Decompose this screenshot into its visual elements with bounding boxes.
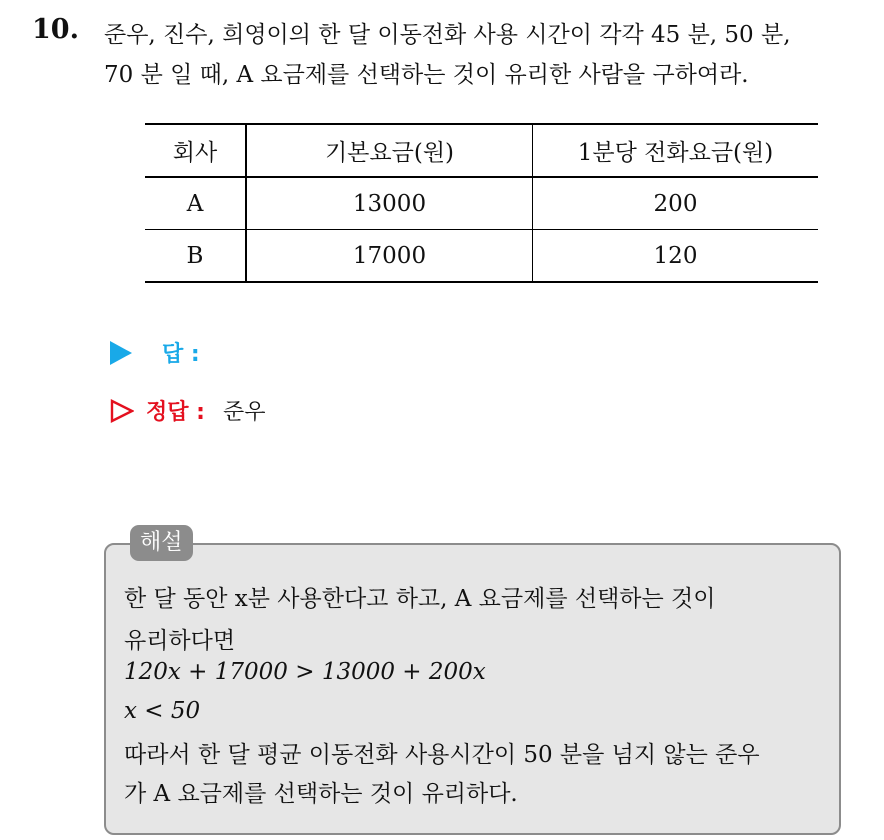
solution-line-1: 한 달 동안 x분 사용한다고 하고, A 요금제를 선택하는 것이	[124, 586, 716, 612]
solution-result: x < 50	[124, 698, 201, 724]
solution-inequality: 120x + 17000 > 13000 + 200x	[124, 659, 486, 685]
cell-company: A	[145, 177, 246, 230]
fee-table	[145, 123, 818, 283]
outline-triangle-icon	[110, 399, 134, 423]
question-text-line-1: 준우, 진수, 희영이의 한 달 이동전화 사용 시간이 각각 45 분, 50 분,	[104, 22, 791, 48]
cell-company: B	[145, 230, 246, 283]
correct-answer-label: 정답 :	[146, 400, 205, 425]
answer-label: 답 :	[162, 342, 200, 367]
correct-answer-value: 준우	[222, 400, 266, 425]
solution-line-6: 가 A 요금제를 선택하는 것이 유리하다.	[124, 781, 518, 807]
header-company: 회사	[145, 124, 246, 177]
question-text-line-2: 70 분 일 때, A 요금제를 선택하는 것이 유리한 사람을 구하여라.	[104, 62, 749, 88]
question-number: 10.	[32, 14, 79, 45]
cell-per-minute-fee: 120	[653, 242, 698, 269]
header-base-fee: 기본요금(원)	[246, 124, 533, 177]
solution-line-5: 따라서 한 달 평균 이동전화 사용시간이 50 분을 넘지 않는 준우	[124, 742, 760, 768]
answer-row	[110, 337, 200, 368]
table-row	[145, 230, 818, 283]
correct-answer-row	[110, 395, 265, 426]
table-header-row	[145, 124, 818, 177]
cell-base-fee: 13000	[246, 177, 533, 230]
cell-per-minute-fee: 200	[653, 190, 698, 217]
solution-tag: 해설	[130, 525, 193, 561]
solution-line-2: 유리하다면	[124, 628, 236, 654]
cell-base-fee: 17000	[246, 230, 533, 283]
table-row	[145, 177, 818, 230]
header-per-minute-fee: 1분당 전화요금(원)	[577, 140, 774, 166]
play-triangle-icon	[110, 341, 132, 365]
